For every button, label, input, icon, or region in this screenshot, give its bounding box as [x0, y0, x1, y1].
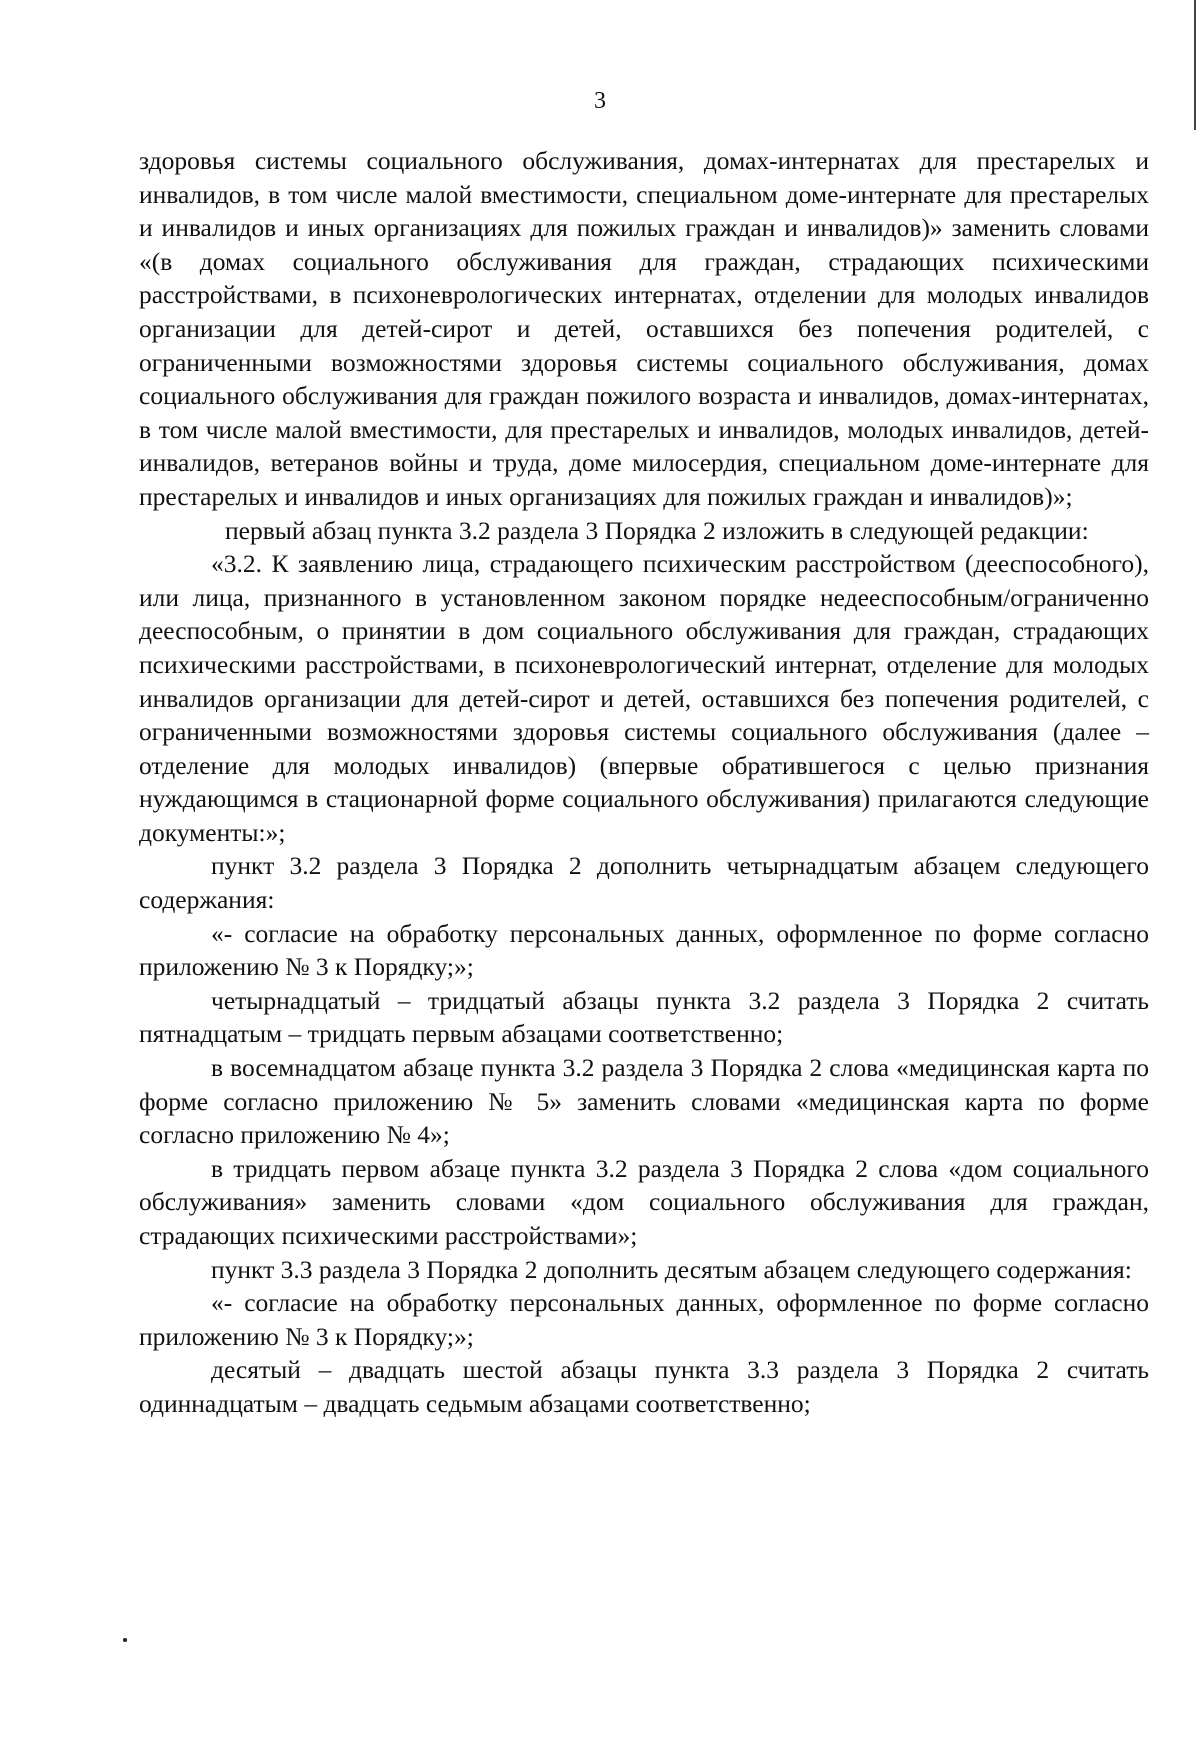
page-number: 3: [594, 88, 606, 114]
paragraph: «- согласие на обработку персональных данных, оформленное по форме согласно приложению № 3 к Порядку;»;: [139, 918, 1149, 982]
paragraph-continuation: здоровья системы социального обслуживания, домах-интернатах для престарелых и инвалидов, в том числе малой вместимости, специальном доме-интернате для престарелых и инвалидов и иных организациях для пожилых граждан и инвалидов)» заменить словами «(в домах социального обслуживания для граждан, страдающих психическими расстройствами, в психоневрологических интернатах, отделении для молодых инвалидов организации для детей-сирот и детей, оставшихся без попечения родителей, с ограниченными возможностями здоровья системы социального обслуживания, домах социального обслуживания для граждан пожилого возраста и инвалидов, домах-интернатах, в том числе малой вместимости, для престарелых и инвалидов, молодых инвалидов, детей-инвалидов, ветеранов войны и труда, доме милосердия, специальном доме-интернате для престарелых и инвалидов и иных организациях для пожилых граждан и инвалидов)»;: [139, 146, 1149, 511]
paragraph: «- согласие на обработку персональных данных, оформленное по форме согласно приложению № 3 к Порядку;»;: [139, 1288, 1149, 1351]
paragraph: десятый – двадцать шестой абзацы пункта 3.3 раздела 3 Порядка 2 считать одиннадцатым – двадцать седьмым абзацами соответственно;: [139, 1355, 1149, 1418]
paragraph: в восемнадцатом абзаце пункта 3.2 раздела 3 Порядка 2 слова «медицинская карта по форме согласно приложению № 5» заменить словами «медицинская карта по форме согласно приложению № 4»;: [139, 1053, 1149, 1150]
document-body: [139, 144, 1149, 1421]
paragraph: «3.2. К заявлению лица, страдающего психическим расстройством (дееспособного), или лица, признанного в установленном законом порядке недееспособным/ограниченно дееспособным, о принятии в дом социального обслуживания для граждан, страдающих психическими расстройствами, в психоневрологический интернат, отделение для молодых инвалидов организации для детей-сирот и детей, оставшихся без попечения родителей, с ограниченными возможностями здоровья системы социального обслуживания (далее – отделение для молодых инвалидов) (впервые обратившегося с целью признания нуждающимся в стационарной форме социального обслуживания) прилагаются следующие документы:»;: [139, 549, 1149, 847]
scan-speck: [123, 1638, 127, 1642]
paragraph: четырнадцатый – тридцатый абзацы пункта 3.2 раздела 3 Порядка 2 считать пятнадцатым – тридцать первым абзацами соответственно;: [139, 985, 1149, 1049]
paragraph: пункт 3.2 раздела 3 Порядка 2 дополнить четырнадцатым абзацем следующего содержания:: [139, 851, 1149, 915]
paragraph: в тридцать первом абзаце пункта 3.2 раздела 3 Порядка 2 слова «дом социального обслуживания» заменить словами «дом социального обслуживания для граждан, страдающих психическими расстройствами»;: [139, 1153, 1149, 1250]
paragraph: первый абзац пункта 3.2 раздела 3 Порядка 2 изложить в следующей редакции:: [225, 515, 1089, 545]
paragraph: пункт 3.3 раздела 3 Порядка 2 дополнить десятым абзацем следующего содержания:: [211, 1254, 1132, 1284]
